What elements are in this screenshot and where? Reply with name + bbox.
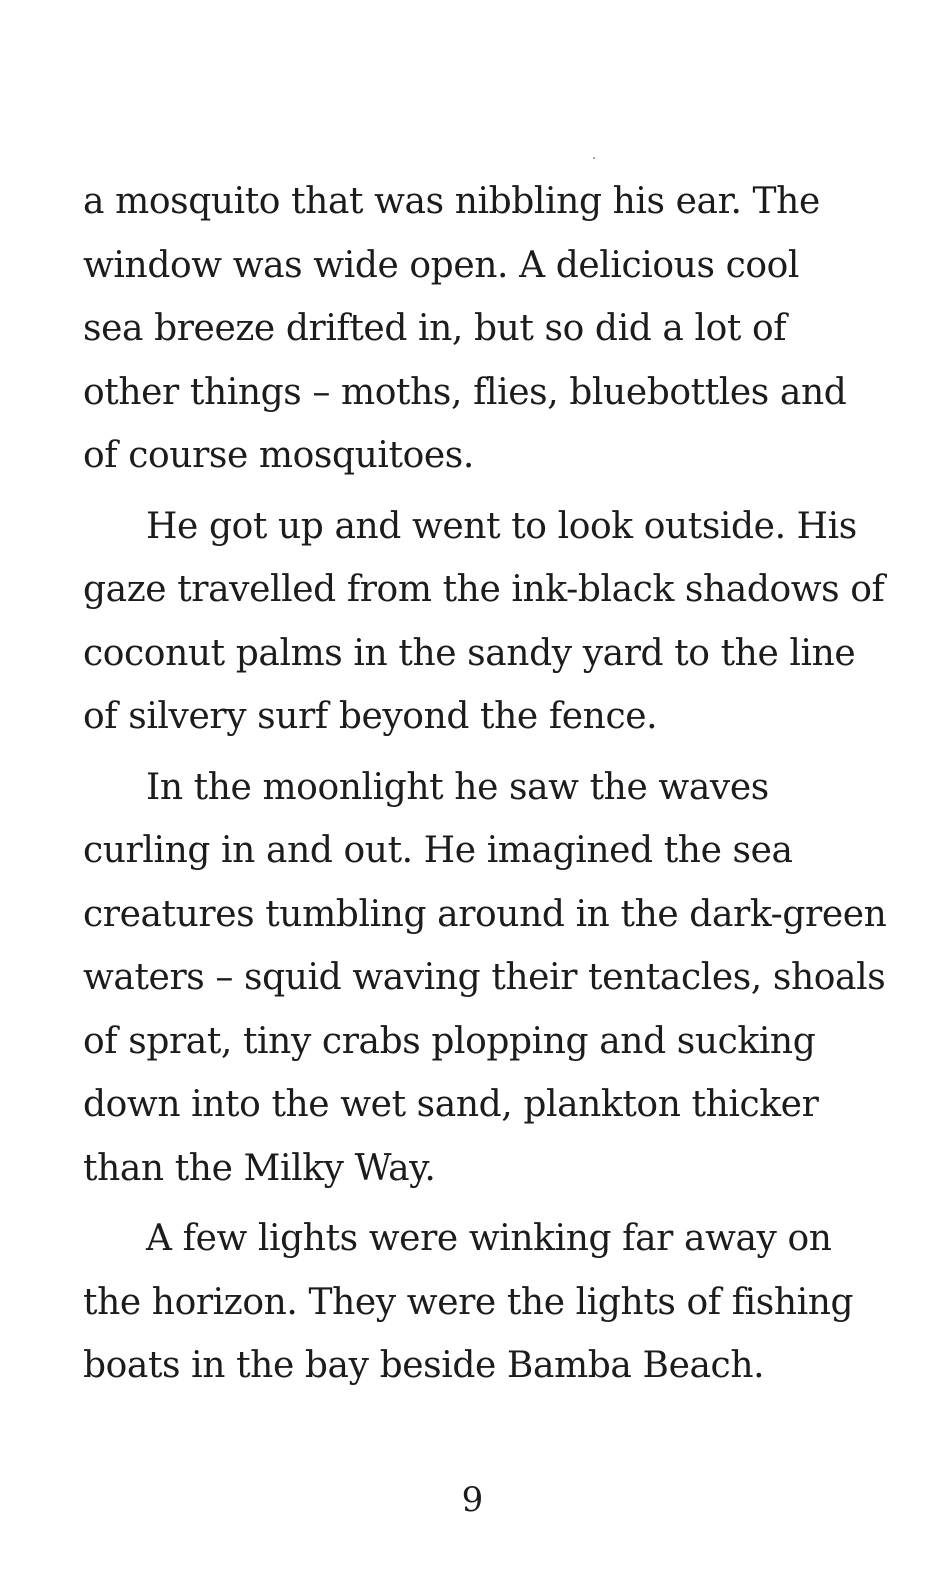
paragraph-4 bbox=[83, 1207, 854, 1398]
text-line: other things – moths, flies, bluebottles and bbox=[83, 371, 847, 413]
text-line: gaze travelled from the ink-black shadows of bbox=[83, 569, 885, 610]
body-text bbox=[83, 170, 887, 1398]
text-line: A few lights were winking far away on bbox=[146, 1218, 832, 1259]
paragraph-3 bbox=[83, 756, 887, 1201]
page-number: 9 bbox=[461, 1480, 484, 1520]
paragraph-2 bbox=[83, 495, 885, 749]
text-line: down into the wet sand, plankton thicker bbox=[83, 1084, 819, 1125]
text-line: a mosquito that was nibbling his ear. The bbox=[83, 181, 820, 222]
text-line: of silvery surf beyond the fence. bbox=[83, 696, 658, 737]
text-line: boats in the bay beside Bamba Beach. bbox=[83, 1345, 765, 1386]
text-line: creatures tumbling around in the dark-green bbox=[83, 893, 887, 935]
text-line: curling in and out. He imagined the sea bbox=[83, 830, 793, 871]
print-speck bbox=[593, 157, 595, 159]
text-line: of course mosquitoes. bbox=[83, 435, 474, 476]
text-line: sea breeze drifted in, but so did a lot of bbox=[83, 308, 787, 349]
text-line: the horizon. They were the lights of fishing bbox=[83, 1281, 854, 1323]
text-line: window was wide open. A delicious cool bbox=[83, 244, 799, 286]
text-line: of sprat, tiny crabs plopping and sucking bbox=[83, 1020, 816, 1062]
text-line: waters – squid waving their tentacles, shoals bbox=[83, 957, 886, 998]
text-line: He got up and went to look outside. His bbox=[146, 505, 857, 547]
paragraph-1 bbox=[83, 170, 847, 488]
text-line: coconut palms in the sandy yard to the line bbox=[83, 632, 856, 674]
text-line: In the moonlight he saw the waves bbox=[146, 766, 769, 808]
text-line: than the Milky Way. bbox=[83, 1147, 436, 1189]
